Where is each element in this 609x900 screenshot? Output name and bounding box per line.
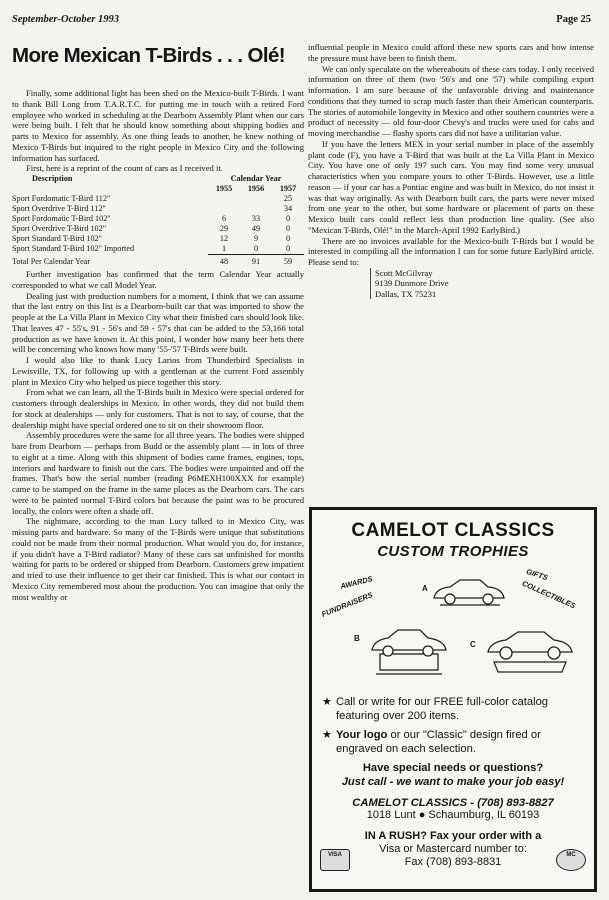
ad-rush-order [312,830,594,869]
table-year-header: 1956 [247,184,265,193]
ad-art-fundraisers: FUNDRAISERS [320,590,374,619]
table-cell: 49 [251,224,261,233]
table-row [12,234,304,244]
ad-rush-line: Visa or Mastercard number to: [379,843,527,855]
ad-phone: CAMELOT CLASSICS - (708) 893-8827 [352,797,554,809]
table-cell: 0 [285,234,291,243]
table-description-header: Description [32,174,73,183]
article-paragraph: First, here is a reprint of the count of cars as I received it. [26,163,223,174]
car-trophy-a-icon [430,574,508,608]
table-cell: 29 [219,224,229,233]
table-total-cell: 91 [240,255,272,268]
table-cell [208,194,240,204]
ad-subtitle: CUSTOM TROPHIES [377,543,529,560]
table-row [12,214,304,224]
ad-bullet-text: Call or write for our FREE full-color catalog featuring over 200 items. [336,696,549,722]
ad-bullet-text [336,729,584,756]
ad-art-collectibles: COLLECTIBLES [520,578,577,611]
car-trophy-c-icon [482,622,578,678]
article-headline: More Mexican T-Birds . . . Olé! [12,44,286,67]
table-row [12,224,304,234]
table-calendar-year-header: Calendar Year [230,174,282,183]
mastercard-icon: MC [556,849,586,871]
article-paragraph: influential people in Mexico could afford these new sports cars and how intense the pressure must have been to finish them. [308,42,594,63]
table-row-label: Sport Standard T-Bird 102" [12,234,102,243]
table-year-header: 1955 [215,184,233,193]
ad-rush-fax: Fax (708) 893-8831 [404,856,502,868]
production-count-table [12,174,304,267]
table-row [12,204,304,214]
ad-bullet [322,696,584,723]
article-paragraph: I would also like to thank Lucy Larios from Thunderbird Specialists in Lewisville, TX, for following up with a gentleman at the current Ford assembly plant in Mexico City who helped us piece together this story. [12,355,304,387]
article-column-right [308,42,594,299]
table-cell: 25 [283,194,293,203]
article-paragraph: There are no invoices available for the Mexico-built T-Birds but I would be interested in compiling all the information I can for some future EarlyBird article. Please send to: [308,235,594,267]
ad-special-line: Just call - we want to make your job easy! [341,775,565,788]
article-paragraph: Dealing just with production numbers for a moment, I think that we can assume that the last entry on this list is a Dearborn-built car that was imported to show the people at the La Villa Plant in Mexico City what their finished cars should look like. That leaves 47 - 55's, 91 - 56's and 59 - 57's that can be added to the 53,166 total production as we have known it. At this point, I wonder how many beer bets there will be concerning who knows how many '55-'57 T-Birds were built. [12,290,304,355]
address-city: Dallas, TX 75231 [375,288,437,299]
address-street: 9139 Dunmore Drive [375,278,449,289]
ad-bullet-list [322,696,584,756]
camelot-classics-advertisement [309,507,597,892]
ad-address: 1018 Lunt ● Schaumburg, IL 60193 [366,809,540,821]
table-cell: 1 [221,244,227,253]
article-paragraph: We can only speculate on the whereabouts of these cars today. I only received information on three of them (two '56's and one '57) while compiling export information. I am sure because of the unfavorable driving and maintenance conditions that they turned to scrap much faster than their American counterparts. The stories of automobile longevity in Mexico and other southern countries were a product of necessity — old four-door Chevy's and trucks were used for cabs and moving merchandise — flashy sports cars did not have a utilitarian value. [308,63,594,138]
table-cell [240,194,272,204]
ad-special-line: Have special needs or questions? [362,762,544,774]
address-name: Scott McGilvray [375,267,433,278]
article-column-left [12,88,304,602]
article-paragraph: Further investigation has confirmed that the term Calendar Year actually corresponded to what we call Model Year. [12,269,304,290]
article-paragraph: From what we can learn, all the T-Birds built in Mexico were special ordered for customers through dealerships in Mexico. In other words, they did not build them for stock at dealerships — only for customers. That is not to say, of course, that the dealership might have special ordered one to sit on their showroom floor. [12,387,304,430]
table-row-label: Sport Overdrive T-Bird 102" [12,224,107,233]
table-total-label: Total Per Calendar Year [12,256,91,266]
trophy-illustration [312,564,594,692]
ad-art-awards: AWARDS [339,574,374,591]
article-paragraph: If you have the letters MEX in your serial number in place of the assembly plant code (F), you have a T-Bird that was built at the La Villa Plant in Mexico City. You have one of only 197 such cars. You may find some very unusual characteristics when you compare yours to other T-Birds. However, use a little reason — if your car has a Pontiac engine and was built in Mexico, do not insist it was that way originally. As with Dearborn built cars, the parts were never mixed from one year to the other, but some hardware or placement of parts on these Mexico built cars could reflect less than production line quality. (See also "Mexican T-Birds, Olé!" in the March-April 1992 EarlyBird.) [308,138,594,235]
ad-bullet [322,729,584,756]
ad-contact [312,797,594,821]
table-cell: 12 [219,234,229,243]
table-row-label: Sport Overdrive T-Bird 112" [12,204,106,213]
mailing-address [370,268,594,300]
table-row-label: Sport Fordomatic T-Bird 112" [12,194,111,203]
ad-art-label-a: A [422,584,428,593]
table-total-cell: 48 [208,255,240,268]
table-row-label: Sport Standard T-Bird 102" Imported [12,244,135,254]
table-cell: 6 [221,214,227,223]
page-number: Page 25 [556,14,591,25]
table-cell: 0 [285,244,291,253]
table-cell: 33 [251,214,261,223]
ad-special-needs [312,762,594,789]
table-row-label: Sport Fordomatic T-Bird 102" [12,214,111,223]
table-cell: 0 [285,214,291,223]
table-row [12,244,304,255]
table-cell: 9 [253,234,259,243]
ad-art-gifts: GIFTS [525,566,549,583]
ad-art-label-b: B [354,634,360,643]
visa-card-icon: VISA [320,849,350,871]
table-cell: 0 [285,224,291,233]
table-cell: 0 [253,244,259,253]
table-cell [240,204,272,214]
article-paragraph: Assembly procedures were the same for all three years. The bodies were shipped bare from Dearborn — perhaps from Budd or the assembly plant — in lots of three to eight at a time. Along with this shipment of bodies came frames, engines, tops, interiors and hardware to finish out the cars. The bodies were unpainted and off the frames. That's how the serial number (reading P6MEXH100XXX for example) came to be stamped on the frame in the same places as the Dearborn cars. The cars were to be painted normal T-Bird colors but because the paint was to be procured locally, the colors were often a shade off. [12,430,304,516]
ad-bullet-bold: Your logo [336,729,388,741]
ad-bullet-rest: or our "Classic" design fired or engraved on each selection. [336,729,541,755]
table-total-cell: 59 [272,255,304,268]
table-cell: 34 [283,204,293,213]
table-total-row [12,255,304,268]
ad-art-label-c: C [470,640,476,649]
star-icon: ★ [322,696,332,708]
car-trophy-b-icon [366,616,452,678]
ad-rush-line: IN A RUSH? Fax your order with a [364,830,542,842]
table-cell [208,204,240,214]
star-icon: ★ [322,729,332,741]
article-paragraph: The nightmare, according to the man Lucy talked to in Mexico City, was missing parts and hardware. So many of the T-Birds were unique that substitutions could not be made from their normal production. What would you do, for instance, if you didn't have a T-Bird radiator? Many of these cars sat unfinished for months waiting for parts to be ordered or shipped from Dearborn. Customers grew impatient and tried to use their influence to get their car finished. This is what our contact in Mexico City remembered most about the production. You can imagine that only the most wealthy or [12,516,304,602]
issue-date: September-October 1993 [12,14,120,25]
ad-title: CAMELOT CLASSICS [351,520,555,541]
table-year-header: 1957 [279,184,297,193]
article-paragraph: Finally, some additional light has been shed on the Mexico-built T-Birds. I want to thank Bill Long from T.A.R.T.C. for putting me in touch with a retired Ford employee who worked in scheduling at the Dearborn Assembly Plant when our cars were being built. I felt that he should know something about shipping bodies and parts to Mexico for assembly. As one thing leads to another, he knew nothing of Mexico T-Birds but inquired to the right people in Mexico City and the following information has surfaced. [12,88,304,163]
table-row [12,194,304,204]
